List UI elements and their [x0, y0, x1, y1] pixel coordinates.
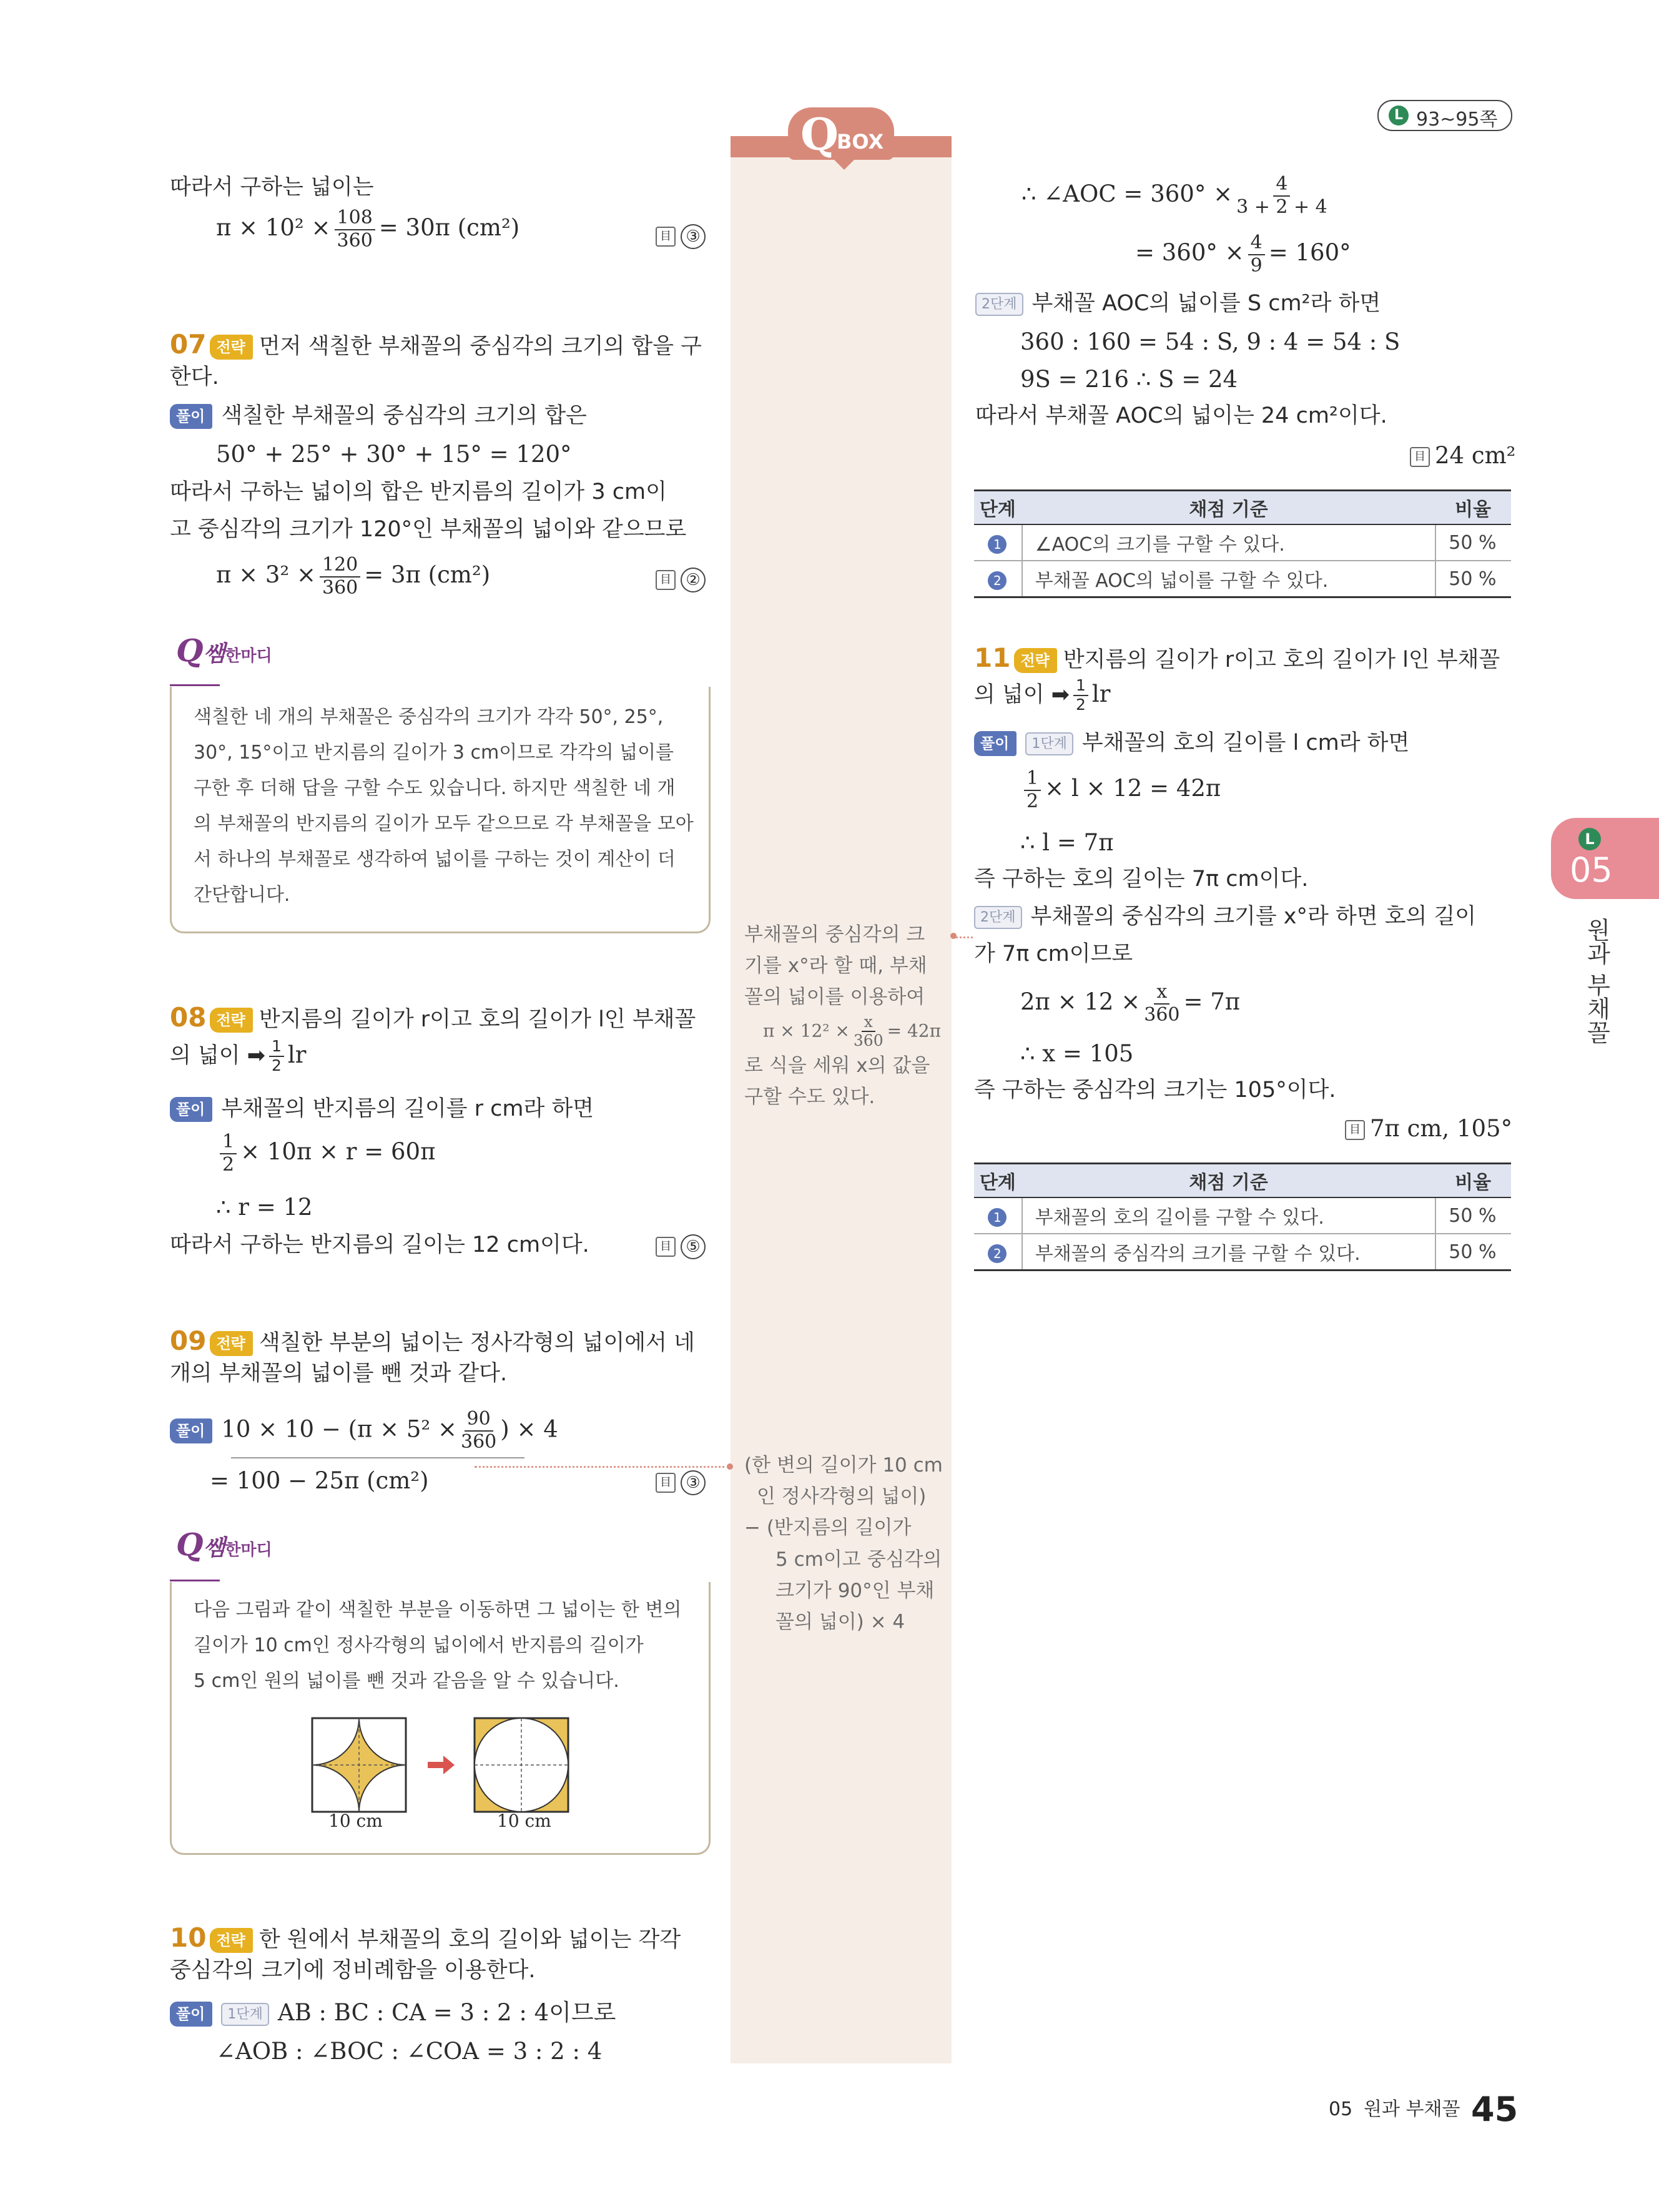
th-step: 단계 [974, 1164, 1022, 1198]
chapter-side-tab [1551, 818, 1659, 899]
p06-expression: π × 10² × $\frac{108}{360}$ = 30π (cm²) [216, 207, 520, 252]
th-ratio: 비율 [1435, 491, 1511, 525]
qbox-note2: (한 변의 길이가 10 cm 인 정사각형의 넓이) − (반지름의 길이가 5 cm이고 중심각의 크기가 90°인 부채 꼴의 넓이) × 4 [744, 1454, 943, 1634]
page-ref-icon: L [1389, 106, 1409, 125]
tip1-text: 색칠한 네 개의 부채꼴은 중심각의 크기가 각각 50°, 25°, 30°, 15°이고 반지름의 길이가 3 cm이므로 각각의 넓이를 구한 후 더해 답을 구할 수도 있습니다. 하지만 색칠한 네 개 의 부채꼴의 반지름의 길이가 모두 같으므로 각 부채꼴을 모아 서 하나의 부채꼴로 생각하여 넓이를 구하는 것이 계산이 더 간단합니다. [194, 706, 694, 906]
p08-answer: 目 ⑤ [656, 1230, 706, 1263]
p11-eq3: 2π × 12 × $\frac{x}{360}$ = 7π [1020, 981, 1241, 1026]
qbox-note1: 부채꼴의 중심각의 크 기를 x°라 할 때, 부채 꼴의 넓이를 이용하여 π × 12² × $\frac{x}{360}$ = 42π 로 식을 세워 x의 값을 구할 수도 있다. [744, 923, 942, 1109]
p07-heading: 07 전략 먼저 색칠한 부채꼴의 중심각의 크기의 합을 구 [170, 329, 702, 360]
grading-table-11 [974, 1163, 1511, 1271]
page-number: 45 [1471, 2090, 1519, 2129]
footer-chapter-number: 05 [1329, 2098, 1353, 2120]
th-criterion: 채점 기준 [1022, 1164, 1435, 1198]
p07-expression: π × 3² × $\frac{120}{360}$ = 3π (cm²) [216, 554, 491, 599]
qbox-box: BOX [837, 130, 884, 154]
qbox-pointer [832, 157, 857, 170]
p11-eq4: ∴ x = 105 [1020, 1040, 1134, 1067]
note2-dot [727, 1463, 733, 1470]
grading-table-10 [974, 489, 1511, 598]
p10c-conclusion: 따라서 부채꼴 AOC의 넓이는 24 cm²이다. [975, 403, 1387, 428]
p08-heading: 08 전략 반지름의 길이가 r이고 호의 길이가 l인 부채꼴 [170, 1002, 696, 1033]
p09-heading: 09 전략 색칠한 부분의 넓이는 정사각형의 넓이에서 네 [170, 1325, 695, 1356]
p10-solution: 풀이 1단계 AB : BC : CA = 3 : 2 : 4이므로 [170, 1995, 616, 2030]
p10-strategy-line2: 중심각의 크기에 정비례함을 이용한다. [170, 1958, 536, 1983]
p08-eq1: $\frac{1}{2}$ × 10π × r = 60π [216, 1131, 435, 1176]
qbox-badge [788, 107, 894, 160]
p07-angle-sum: 50° + 25° + 30° + 15° = 120° [216, 441, 572, 468]
p10-angle-ratio: ∠AOB : ∠BOC : ∠COA = 3 : 2 : 4 [216, 2038, 603, 2065]
page-ref-text: 93~95쪽 [1416, 109, 1498, 130]
p07-strategy-line2: 한다. [170, 365, 219, 390]
p11-line-c: 즉 구하는 중심각의 크기는 105°이다. [974, 1078, 1336, 1103]
p09-underline [231, 1457, 524, 1458]
p07-line4: 고 중심각의 크기가 120°인 부채꼴의 넓이와 같으므로 [170, 517, 687, 542]
p10c-eq4: 9S = 216 ∴ S = 24 [1020, 366, 1238, 393]
tip2-accent [170, 1580, 220, 1581]
tip2-text: 다음 그림과 같이 색칠한 부분을 이동하면 그 넓이는 한 변의 길이가 10 cm인 정사각형의 넓이에서 반지름의 길이가 5 cm인 원의 넓이를 뺀 것과 같음을 알 수 있습니다. [194, 1599, 682, 1692]
figure-left-square [312, 1718, 406, 1812]
p07-line3: 따라서 구하는 넓이의 합은 반지름의 길이가 3 cm이 [170, 479, 667, 504]
table-row: 2 부채꼴 AOC의 넓이를 구할 수 있다. 50 % [974, 561, 1511, 597]
p10c-eq1: ∴ ∠AOC = 360° × $\frac{4}{3 + 2 + 4}$ [1021, 173, 1327, 218]
p10c-step2: 2단계 부채꼴 AOC의 넓이를 S cm²라 하면 [975, 287, 1381, 320]
p09-result: = 100 − 25π (cm²) [210, 1467, 429, 1494]
p06-answer: 目 ③ [656, 220, 706, 253]
p11-line-a: 즉 구하는 호의 길이는 7π cm이다. [974, 867, 1309, 892]
table-row: 1 ∠AOC의 크기를 구할 수 있다. 50 % [974, 524, 1511, 561]
p07-answer: 目 ② [656, 563, 706, 596]
fig-label-left: 10 cm [328, 1811, 383, 1831]
p08-eq2: ∴ r = 12 [216, 1194, 313, 1221]
note1-dot [950, 933, 957, 939]
p11-eq1: $\frac{1}{2}$ × l × 12 = 42π [1020, 768, 1221, 812]
p09-leader-line [475, 1466, 729, 1468]
fig-label-right: 10 cm [497, 1811, 551, 1831]
p11-strategy-line2: 의 넓이 ➡ $\frac{1}{2}$ lr [974, 676, 1111, 714]
p08-conclusion: 따라서 구하는 반지름의 길이는 12 cm이다. [170, 1232, 589, 1257]
p08-solution: 풀이 부채꼴의 반지름의 길이를 r cm라 하면 [170, 1093, 594, 1126]
qbox-q: Q [800, 109, 839, 160]
table-row: 1 부채꼴의 호의 길이를 구할 수 있다. 50 % [974, 1197, 1511, 1234]
footer-chapter-title: 원과 부채꼴 [1364, 2098, 1460, 2120]
p07-solution: 풀이 색칠한 부채꼴의 중심각의 크기의 합은 [170, 400, 587, 433]
side-tab-chapter: 05 [1570, 850, 1613, 890]
tip1-title: Q쌤한마디 [176, 632, 272, 669]
tip1-accent [170, 684, 220, 686]
th-ratio: 비율 [1435, 1164, 1511, 1198]
figure-right-square [475, 1718, 568, 1812]
p09-answer: 目 ③ [656, 1466, 706, 1499]
p11-answer: 目 7π cm, 105° [1345, 1111, 1512, 1146]
p11-line-b: 가 7π cm이므로 [974, 941, 1133, 966]
side-tab-icon: L [1578, 828, 1601, 850]
table-row: 2 부채꼴의 중심각의 크기를 구할 수 있다. 50 % [974, 1234, 1511, 1271]
tip2-title: Q쌤한마디 [176, 1526, 272, 1563]
p11-step2: 2단계 부채꼴의 중심각의 크기를 x°라 하면 호의 길이 [974, 900, 1476, 933]
th-step: 단계 [974, 491, 1022, 525]
p09-solution: 풀이 10 × 10 − (π × 5² × $\frac{90}{360}$ ) × 4 [170, 1408, 558, 1453]
p10c-answer: 目 24 cm² [1410, 438, 1515, 473]
p11-heading: 11 전략 반지름의 길이가 r이고 호의 길이가 l인 부채꼴 [974, 642, 1500, 673]
p08-strategy-line2: 의 넓이 ➡ $\frac{1}{2}$ lr [170, 1037, 307, 1074]
p10c-eq3: 360 : 160 = 54 : S, 9 : 4 = 54 : S [1020, 328, 1401, 355]
p06-line1: 따라서 구하는 넓이는 [170, 175, 374, 200]
th-criterion: 채점 기준 [1022, 491, 1435, 525]
side-tab-title: 원과 부채꼴 [1583, 918, 1610, 1045]
p10c-eq2: = 360° × $\frac{4}{9}$ = 160° [1135, 232, 1351, 277]
p09-strategy-line2: 개의 부채꼴의 넓이를 뺀 것과 같다. [170, 1361, 508, 1386]
p11-eq2: ∴ l = 7π [1020, 829, 1114, 856]
p10-heading: 10 전략 한 원에서 부채꼴의 호의 길이와 넓이는 각각 [170, 1922, 681, 1953]
figure-arrow [428, 1756, 455, 1774]
page-ref-badge [1377, 100, 1512, 131]
p11-solution: 풀이 1단계 부채꼴의 호의 길이를 l cm라 하면 [974, 727, 1409, 760]
